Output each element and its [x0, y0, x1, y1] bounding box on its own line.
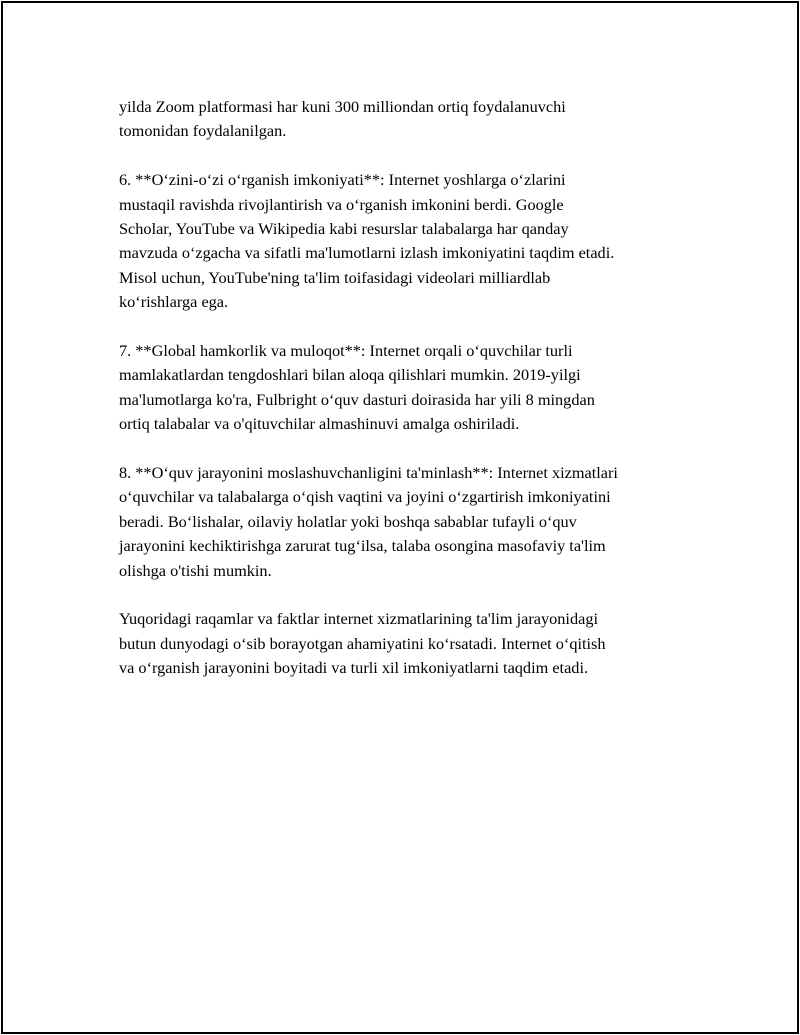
- text-line: 6. **O‘zini-o‘zi o‘rganish imkoniyati**: Internet yoshlarga o‘zlarini: [119, 170, 566, 190]
- text-line: mavzuda o‘zgacha va sifatli ma'lumotlarni izlash imkoniyatini taqdim etadi.: [119, 243, 615, 263]
- text-line: yilda Zoom platformasi har kuni 300 milliondan ortiq foydalanuvchi: [119, 97, 566, 116]
- text-line: tomonidan foydalanilgan.: [119, 121, 287, 141]
- paragraph-item-8: [119, 461, 699, 583]
- text-line: Misol uchun, YouTube'ning ta'lim toifasidagi videolari milliardlab: [119, 267, 551, 287]
- text-line: o‘quvchilar va talabalarga o‘qish vaqtini va joyini o‘zgartirish imkoniyatini: [119, 487, 611, 507]
- text-line: mamlakatlardan tengdoshlari bilan aloqa qilishlari mumkin. 2019-yilgi: [119, 365, 581, 385]
- paragraph-zoom-continuation: [119, 95, 699, 144]
- text-line: butun dunyodagi o‘sib borayotgan ahamiyatini ko‘rsatadi. Internet o‘qitish: [119, 633, 606, 653]
- text-line: Scholar, YouTube va Wikipedia kabi resurslar talabalarga har qanday: [119, 219, 569, 239]
- text-line: 8. **O‘quv jarayonini moslashuvchanligini ta'minlash**: Internet xizmatlari: [119, 463, 618, 483]
- text-line: beradi. Bo‘lishalar, oilaviy holatlar yoki boshqa sabablar tufayli o‘quv: [119, 511, 577, 531]
- paragraph-item-7: [119, 339, 699, 437]
- document-body: [119, 95, 699, 705]
- paragraph-conclusion: [119, 607, 699, 680]
- text-line: ortiq talabalar va o'qituvchilar almashinuvi amalga oshiriladi.: [119, 414, 520, 434]
- text-line: jarayonini kechiktirishga zarurat tug‘ilsa, talaba osongina masofaviy ta'lim: [119, 536, 606, 556]
- text-line: ko‘rishlarga ega.: [119, 292, 229, 312]
- document-page: [1, 1, 799, 1034]
- text-line: va o‘rganish jarayonini boyitadi va turli xil imkoniyatlarni taqdim etadi.: [119, 658, 589, 678]
- text-line: Yuqoridagi raqamlar va faktlar internet xizmatlarining ta'lim jarayonidagi: [119, 609, 598, 629]
- text-line: olishga o'tishi mumkin.: [119, 560, 272, 580]
- paragraph-item-6: [119, 168, 699, 314]
- text-line: 7. **Global hamkorlik va muloqot**: Internet orqali o‘quvchilar turli: [119, 341, 573, 361]
- text-line: mustaqil ravishda rivojlantirish va o‘rganish imkonini berdi. Google: [119, 194, 564, 214]
- text-line: ma'lumotlarga ko'ra, Fulbright o‘quv dasturi doirasida har yili 8 mingdan: [119, 389, 595, 409]
